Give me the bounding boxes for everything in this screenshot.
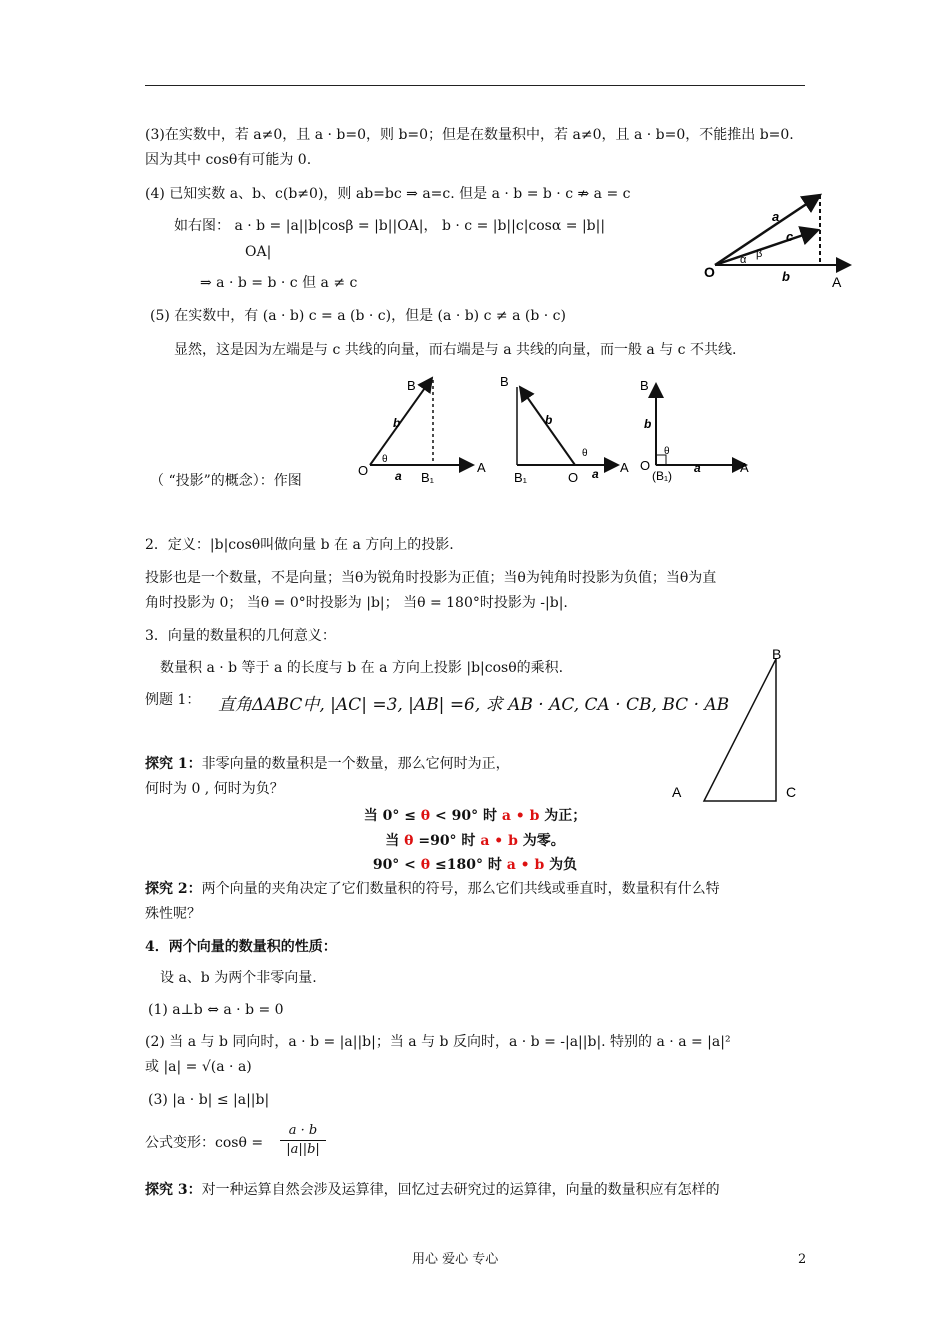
f2-label-a: a (592, 467, 599, 481)
formula-denominator: |a||b| (286, 1142, 320, 1157)
f1-label-b: b (393, 416, 401, 430)
explore-1-line1 (145, 754, 510, 774)
triangle-label-B: B (772, 646, 782, 662)
label-A: A (832, 274, 842, 290)
explore-1-line2: 何时为 0 , 何时为负？ (145, 781, 284, 797)
explore-1-text: 非零向量的数量积是一个数量，那么它何时为正， (201, 756, 510, 772)
label-beta: β (756, 248, 763, 260)
para-4-line2: 如右图： a · b = |a||b|cosβ = |b||OA|， b · c = |b||c|cosα = |b|| (174, 218, 606, 234)
projection-figure-acute (355, 372, 495, 487)
explore-3-text: 对一种运算自然会涉及运算律，回忆过去研究过的运算律，向量的数量积应有怎样的 (201, 1182, 720, 1198)
case-positive: 当 0° ≤ θ < 90° 时 a • b 为正； (363, 808, 587, 824)
f3-label-B1: (B₁) (652, 469, 673, 483)
para-5-line1: (5) 在实数中，有 (a · b) c = a (b · c)，但是 (a · b) c ≠ a (b · c) (150, 308, 566, 324)
page-number: 2 (798, 1252, 807, 1267)
definition-2: 2．定义：|b|cosθ叫做向量 b 在 a 方向上的投影. (145, 537, 454, 553)
formula-label: 公式变形：cosθ = (145, 1135, 264, 1151)
label-a: a (772, 209, 780, 224)
properties-heading: 4．两个向量的数量积的性质： (145, 939, 337, 955)
f3-label-A: A (740, 460, 749, 475)
f3-label-b: b (644, 417, 652, 431)
explore-3-label: 探究 3： (145, 1182, 202, 1198)
f1-label-B: B (407, 378, 416, 393)
projection-concept-label: （ “投影”的概念）：作图 (150, 473, 302, 489)
f1-label-O: O (358, 463, 369, 478)
f3-label-O: O (640, 458, 651, 473)
explore-3-line (145, 1180, 720, 1200)
projection-figure-obtuse (500, 372, 640, 487)
properties-intro: 设 a、b 为两个非零向量. (160, 970, 317, 986)
footer-text: 用心 爱心 专心 (412, 1252, 499, 1267)
property-2: (2) 当 a 与 b 同向时，a · b = |a||b|；当 a 与 b 反向时，a · b = -|a||b|. 特别的 a · a = |a|² (145, 1034, 731, 1050)
formula-numerator: a · b (280, 1122, 326, 1141)
explore-1-label: 探究 1： (145, 756, 202, 772)
f3-label-a: a (694, 461, 701, 475)
f1-label-A: A (477, 460, 486, 475)
property-1: (1) a⊥b ⇔ a · b = 0 (148, 1002, 284, 1018)
case-zero: 当 θ =90° 时 a • b 为零。 (385, 833, 565, 849)
label-O: O (704, 264, 715, 280)
para-3-line1: (3)在实数中，若 a≠0，且 a · b=0，则 b=0；但是在数量积中，若 a≠0，且 a · b=0，不能推出 b=0. (145, 127, 794, 143)
para-3-line2: 因为其中 cosθ有可能为 0. (145, 152, 312, 168)
para-4-line3: OA| (245, 244, 272, 260)
geometry-meaning: 数量积 a · b 等于 a 的长度与 b 在 a 方向上投影 |b|cosθ的乘积. (160, 660, 564, 676)
explore-2-text: 两个向量的夹角决定了它们数量积的符号，那么它们共线或垂直时，数量积有什么特 (201, 881, 720, 897)
f2-label-theta: θ (582, 448, 588, 459)
vector-figure (700, 185, 860, 295)
f3-label-B: B (640, 378, 649, 393)
example-1-formula: 直角ΔABC中, |AC| =3, |AB| =6, 求 AB · AC, CA · CB, BC · AB (218, 695, 730, 715)
f2-label-O: O (568, 470, 579, 485)
triangle-label-C: C (786, 784, 797, 800)
para-5-line2: 显然，这是因为左端是与 c 共线的向量，而右端是与 a 共线的向量，而一般 a 与 c 不共线. (174, 342, 737, 358)
triangle-label-A: A (672, 784, 682, 800)
f1-label-B1: B₁ (421, 470, 435, 485)
f2-label-B1: B₁ (514, 470, 528, 485)
f1-label-theta: θ (382, 454, 388, 465)
label-c: c (786, 229, 794, 244)
triangle-figure (670, 645, 810, 805)
f3-label-theta: θ (664, 446, 670, 457)
projection-line1: 投影也是一个数量，不是向量；当θ为锐角时投影为正值；当θ为钝角时投影为负值；当θ为直 (145, 570, 717, 586)
formula-fraction (280, 1122, 326, 1159)
f2-label-B: B (500, 374, 509, 389)
explore-2-line1 (145, 879, 720, 899)
header-rule (145, 85, 805, 86)
para-4-line4: ⇒ a · b = b · c 但 a ≠ c (200, 275, 358, 291)
label-b: b (782, 269, 790, 284)
example-1-label: 例题 1： (145, 692, 201, 708)
property-3: (3) |a · b| ≤ |a||b| (148, 1092, 270, 1108)
f2-label-b: b (545, 413, 553, 427)
para-4-line1: (4) 已知实数 a、b、c(b≠0)，则 ab=bc ⇒ a=c. 但是 a · b = b · c ⇏ a = c (145, 186, 631, 202)
vector-c-line (715, 230, 818, 265)
geometry-heading: 3．向量的数量积的几何意义： (145, 628, 336, 644)
projection-line2: 角时投影为 0； 当θ = 0°时投影为 |b|； 当θ = 180°时投影为 -|b|. (145, 595, 568, 611)
vector-a-line (715, 195, 820, 265)
explore-2-label: 探究 2： (145, 881, 202, 897)
explore-2-line2: 殊性呢？ (145, 906, 201, 922)
f2-label-A: A (620, 460, 629, 475)
case-negative: 90° < θ ≤180° 时 a • b 为负 (372, 857, 578, 873)
projection-figure-right (638, 372, 758, 487)
f1-label-a: a (395, 469, 402, 483)
label-alpha: α (740, 254, 747, 266)
property-2b: 或 |a| = √(a · a) (145, 1059, 252, 1075)
